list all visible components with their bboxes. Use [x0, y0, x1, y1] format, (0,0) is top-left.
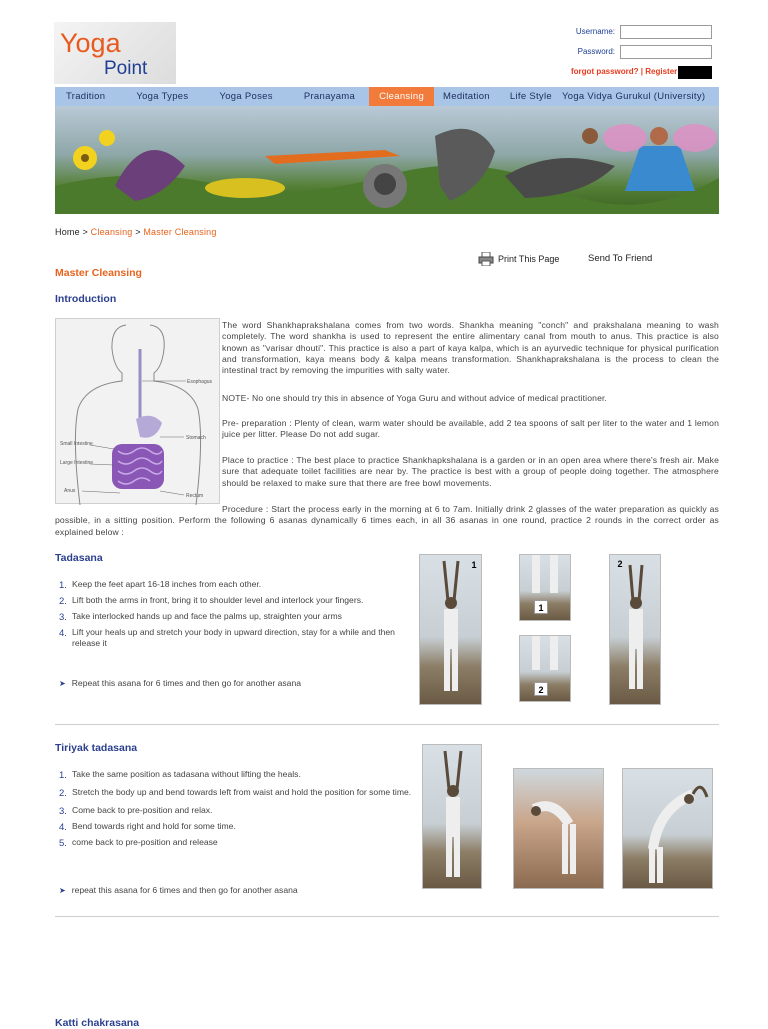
label-esophagus: Esophagus	[187, 379, 213, 385]
step-tag: 2	[617, 559, 623, 569]
step-number: 2.	[59, 788, 67, 799]
tiriyak-repeat-note	[59, 885, 298, 895]
password-input[interactable]	[620, 45, 712, 59]
intro-preparation: Pre- preparation : Plenty of clean, warm water should be available, add 2 tea spoons of salt per liter to the water and 1 lemon juice per litter. Please Do not add sugar.	[222, 418, 719, 440]
header-banner	[55, 106, 719, 214]
tiriyak-photo-3	[622, 768, 713, 889]
list-item	[55, 611, 420, 622]
list-item	[55, 627, 420, 649]
intro-paragraph-1: The word Shankhaprakshalana comes from two words. Shankha meaning "conch" and prakshalana meaning to wash completely. The word shankha is used to represent the entire alimentary canal from mouth to anus. This practice is also known as "varisar dhouti". This practice is also a part of kaya kalpa, which is an ayurvedic technique for physical purification and transformation, kaya means body & kalpa means transformation. Shankhaprakshalana is the process to clean the intestinal tract by removing the impurities with salty water.	[222, 320, 719, 376]
nav-yoga-poses[interactable]: Yoga Poses	[219, 91, 273, 102]
step-text: Take the same position as tadasana without lifting the heals.	[72, 769, 301, 779]
tiriyak-photo-2	[513, 768, 604, 889]
nav-tradition[interactable]: Tradition	[66, 91, 106, 102]
step-text: Lift your heals up and stretch your body in upward direction, stay for a while and then release it	[72, 627, 395, 648]
print-page-button[interactable]	[478, 252, 559, 266]
print-page-label: Print This Page	[498, 254, 560, 264]
step-text: Stretch the body up and bend towards left from waist and hold the position for some time.	[72, 787, 412, 797]
breadcrumb-sep: >	[79, 227, 91, 237]
figure-arms-up	[423, 745, 482, 889]
step-number: 4.	[59, 628, 67, 639]
tadasana-heading: Tadasana	[55, 552, 103, 564]
list-item	[55, 837, 420, 848]
list-item	[55, 787, 420, 798]
section-divider	[55, 724, 719, 725]
step-tag: 2	[534, 682, 548, 696]
step-text: Bend towards right and hold for some time.	[72, 821, 236, 831]
step-number: 4.	[59, 822, 67, 833]
breadcrumb-current[interactable]: Master Cleansing	[143, 227, 217, 237]
list-item	[55, 769, 420, 780]
tiriyak-heading: Tiriyak tadasana	[55, 742, 138, 754]
tadasana-photo-main	[419, 554, 482, 705]
section-divider	[55, 916, 719, 917]
step-text: Take interlocked hands up and face the palms up, straighten your arms	[72, 611, 342, 621]
step-number: 3.	[59, 612, 67, 623]
intro-heading: Introduction	[55, 293, 117, 305]
step-number: 3.	[59, 806, 67, 817]
list-item	[55, 805, 420, 816]
username-input[interactable]	[620, 25, 712, 39]
figure-arms-up	[420, 555, 482, 705]
list-item	[55, 579, 420, 590]
breadcrumb-home[interactable]: Home	[55, 227, 80, 237]
printer-icon	[478, 252, 494, 266]
password-label: Password:	[577, 47, 615, 56]
step-tag: 1	[534, 600, 548, 614]
figure-bend-forward	[514, 769, 604, 889]
breadcrumb-cleansing[interactable]: Cleansing	[90, 227, 133, 237]
intro-place: Place to practice : The best place to practice Shankhapkshalana is a garden or in an open area where there's fresh air. Make sure that adequate toilet facilities are near by. The practice is best with a group of people doing together. The atmosphere should be relaxed to make sure that there are free bowl movements.	[222, 455, 719, 488]
tiriyak-photo-1	[422, 744, 482, 889]
list-item	[55, 595, 420, 606]
step-text: Keep the feet apart 16-18 inches from each other.	[72, 579, 262, 589]
breadcrumb	[55, 227, 217, 237]
login-submit-button[interactable]	[678, 66, 712, 79]
breadcrumb-sep: >	[132, 227, 144, 237]
digestive-diagram	[55, 318, 220, 504]
label-rectum: Rectum	[186, 493, 204, 499]
nav-meditation[interactable]: Meditation	[443, 91, 490, 102]
step-text: Come back to pre-position and relax.	[72, 805, 213, 815]
tadasana-photo-tiptoe	[609, 554, 661, 705]
label-small-intestine: Small Intestine	[60, 441, 93, 447]
username-label: Username:	[575, 27, 615, 36]
step-text: Lift both the arms in front, bring it to shoulder level and interlock your fingers.	[72, 595, 364, 605]
arrow-bullet-icon: ➤	[59, 678, 66, 688]
tadasana-repeat-note	[59, 678, 301, 688]
intro-note: NOTE- No one should try this in absence of Yoga Guru and without advice of medical practitioner.	[222, 393, 608, 403]
figure-side-bend	[623, 769, 713, 889]
nav-pranayama[interactable]: Pranayama	[303, 91, 356, 102]
step-tag: 1	[471, 560, 477, 570]
logo-yoga-text: Yoga	[60, 28, 121, 58]
forgot-register-link[interactable]: forgot password? | Register	[571, 67, 678, 76]
step-number: 2.	[59, 596, 67, 607]
tadasana-steps	[55, 579, 420, 654]
label-large-intestine: Large Intestine	[60, 460, 94, 466]
banner-illustration	[55, 106, 719, 214]
tiriyak-steps	[55, 769, 420, 853]
tiriyak-repeat-text: repeat this asana for 6 times and then go for another asana	[71, 885, 298, 895]
nav-yoga-types[interactable]: Yoga Types	[136, 91, 189, 102]
step-text: come back to pre-position and release	[72, 837, 218, 847]
step-number: 1.	[59, 580, 67, 591]
main-nav	[55, 87, 719, 106]
figure-tiptoe	[610, 555, 661, 705]
digestive-system-illustration	[56, 319, 221, 505]
step-number: 5.	[59, 838, 67, 849]
nav-cleansing[interactable]: Cleansing	[369, 87, 434, 106]
arrow-bullet-icon: ➤	[59, 885, 66, 895]
list-item	[55, 821, 420, 832]
page-title: Master Cleansing	[55, 267, 142, 279]
send-to-friend-link[interactable]: Send To Friend	[588, 253, 653, 264]
tadasana-repeat-text: Repeat this asana for 6 times and then go for another asana	[71, 678, 302, 688]
logo-point-text: Point	[104, 58, 148, 79]
label-anus: Anus	[64, 488, 76, 494]
tadasana-photo-feet-2	[519, 635, 571, 702]
nav-gurukul[interactable]: Yoga Vidya Gurukul (University)	[561, 91, 706, 102]
site-logo[interactable]	[54, 22, 176, 84]
step-number: 1.	[59, 770, 67, 781]
label-stomach: Stomach	[186, 435, 206, 441]
tadasana-photo-feet-1	[519, 554, 571, 621]
intro-procedure: Procedure : Start the process early in the morning at 6 to 7am. Initially drink 2 glasses of the water preparation as quickly as possible, in a sitting position. Perform the following 6 asanas dynamically 6 times each, in all 36 asanas in one round, practice 2 rounds in the correct order as explained below :	[55, 504, 719, 537]
nav-life-style[interactable]: Life Style	[509, 91, 552, 102]
katti-chakrasana-heading: Katti chakrasana	[55, 1017, 140, 1029]
